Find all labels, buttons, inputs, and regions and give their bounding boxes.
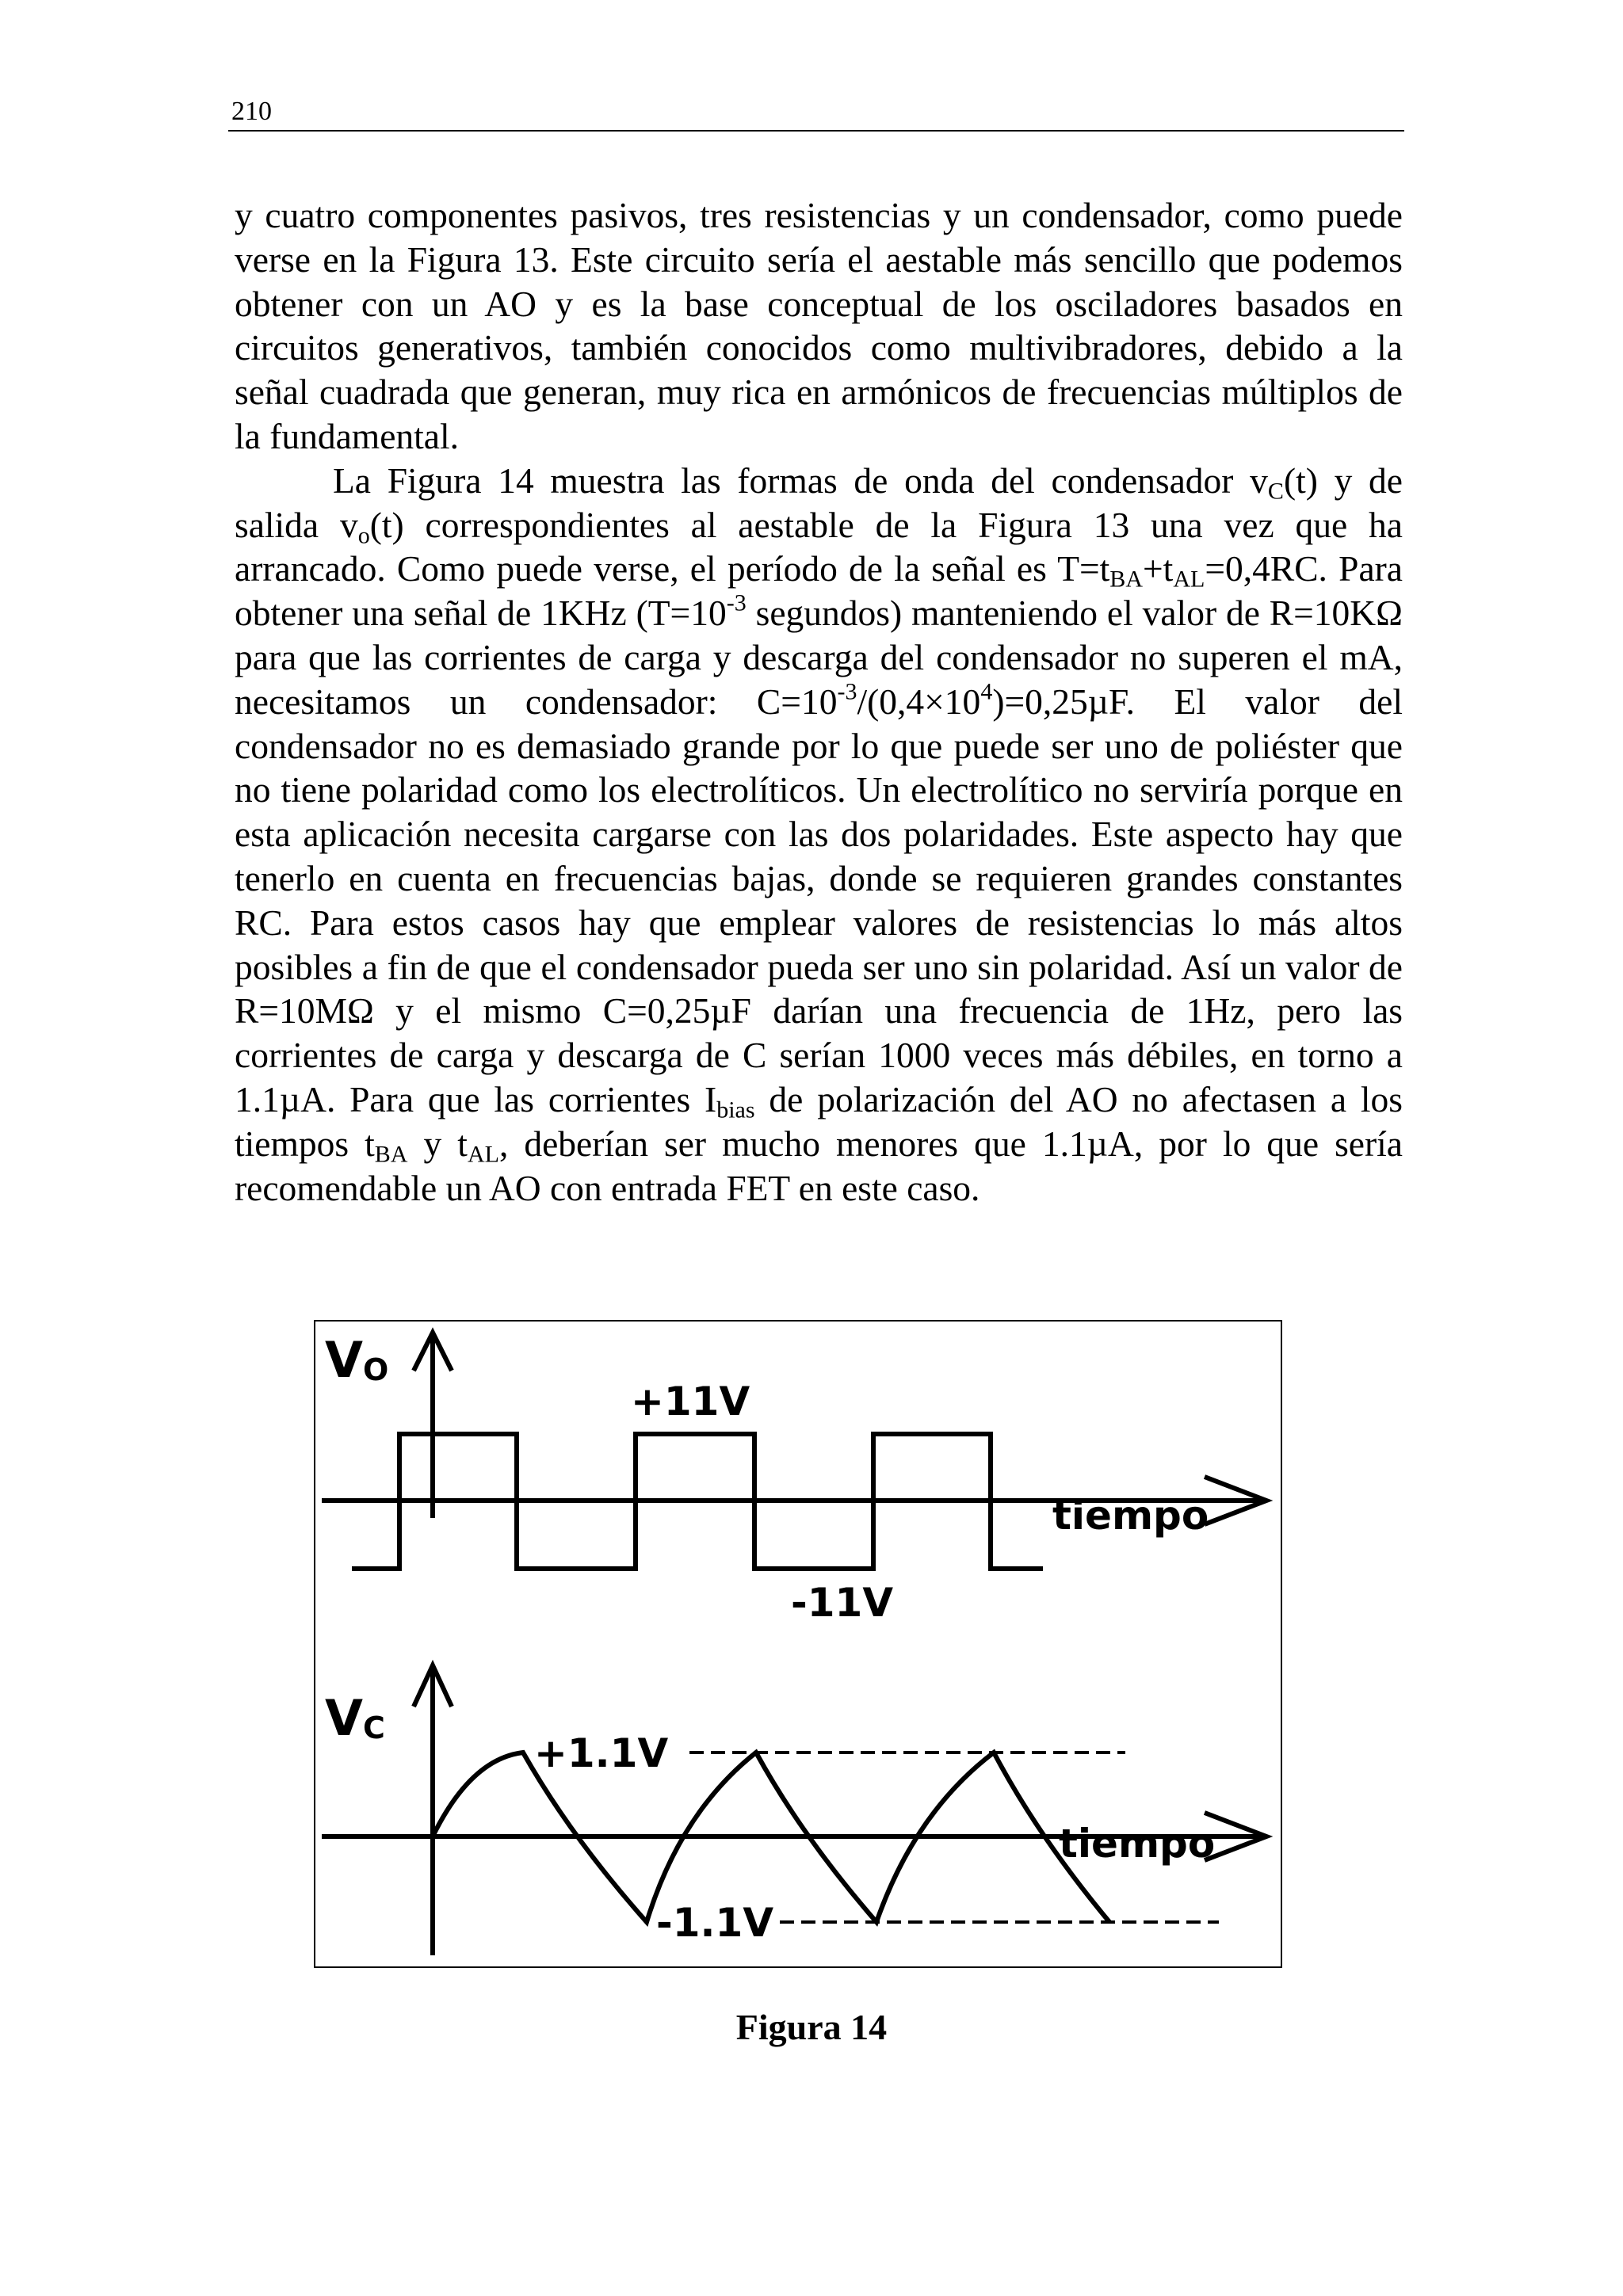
p2-text: La Figura 14 muestra las formas de onda del condensador v <box>333 460 1268 501</box>
figure-14-frame <box>314 1320 1282 1968</box>
p2-text: =0,4RC. Para obtener una señal de 1KHz (T=10 <box>235 548 1403 634</box>
paragraph-1: y cuatro componentes pasivos, tres resistencias y un condensador, como puede verse en la Figura 13. Este circuito sería el aestable más sencillo que podemos obtener con un AO y es la base conceptual de los osciladores basados en circuitos generativos, también conocidos como multivibradores, debido a la señal cuadrada que generan, muy rica en armónicos de frecuencias múltiplos de la fundamental. <box>235 195 1403 456</box>
header-rule <box>228 130 1404 132</box>
p2-superscript: -3 <box>726 589 747 616</box>
p2-text: /(0,4×10 <box>857 681 981 722</box>
vo-time-label: tiempo <box>1052 1493 1209 1539</box>
figure-caption: Figura 14 <box>735 2007 888 2047</box>
p2-subscript: C <box>1267 478 1284 505</box>
vc-time-label: tiempo <box>1059 1821 1216 1867</box>
p2-subscript: AL <box>467 1141 499 1168</box>
p2-subscript: bias <box>716 1097 755 1123</box>
vc-low-label: -1.1V <box>656 1900 774 1946</box>
p2-text: , deberían ser mucho menores que 1.1µA, por lo que sería recomendable un AO con entrada FET en este caso. <box>235 1123 1403 1208</box>
p2-subscript: BA <box>374 1141 408 1168</box>
waveform-figure <box>315 1322 1284 1970</box>
paragraph-2 <box>235 459 1403 1211</box>
p2-superscript: -3 <box>837 678 857 705</box>
vc-high-label: +1.1V <box>534 1730 669 1776</box>
vo-axis-label: VO <box>325 1331 389 1389</box>
vo-high-label: +11V <box>631 1379 750 1425</box>
p2-text: segundos) manteniendo el valor de R=10KΩ para que las corrientes de carga y descarga del condensador no superen el mA, necesitamos un condensador: C=10 <box>235 593 1403 722</box>
p2-text: (t) y de salida v <box>235 460 1403 545</box>
p2-text: (t) correspondientes al aestable de la Figura 13 una vez que ha arrancado. Como puede verse, el período de la señal es T=t <box>235 504 1403 589</box>
p2-superscript: 4 <box>980 678 993 705</box>
body-text <box>235 193 1403 1210</box>
p2-text: de polarización del AO no afectasen a los tiempos t <box>235 1078 1403 1164</box>
page-number: 210 <box>231 97 272 126</box>
vc-axis-label: VC <box>325 1689 385 1747</box>
vo-low-label: -11V <box>791 1580 894 1626</box>
p2-subscript: BA <box>1109 566 1143 593</box>
p2-subscript: AL <box>1173 566 1205 593</box>
p2-text: y t <box>407 1123 468 1164</box>
p2-text: +t <box>1143 548 1174 589</box>
p2-subscript: o <box>357 522 370 549</box>
vo-vertical-axis <box>414 1333 452 1518</box>
p2-text: )=0,25µF. El valor del condensador no es demasiado grande por lo que puede ser uno de poliéster que no tiene polaridad como los electrolíticos. Un electrolítico no serviría porque en esta aplicación necesita cargarse con las dos polaridades. Este aspecto hay que tenerlo en cuenta en frecuencias bajas, donde se requieren grandes constantes RC. Para estos casos hay que emplear valores de resistencias lo más altos posibles a fin de que el condensador pueda ser uno sin polaridad. Así un valor de R=10MΩ y el mismo C=0,25µF darían una frecuencia de 1Hz, pero las corrientes de carga y descarga de C serían 1000 veces más débiles, en torno a 1.1µA. Para que las corrientes I <box>235 681 1403 1119</box>
